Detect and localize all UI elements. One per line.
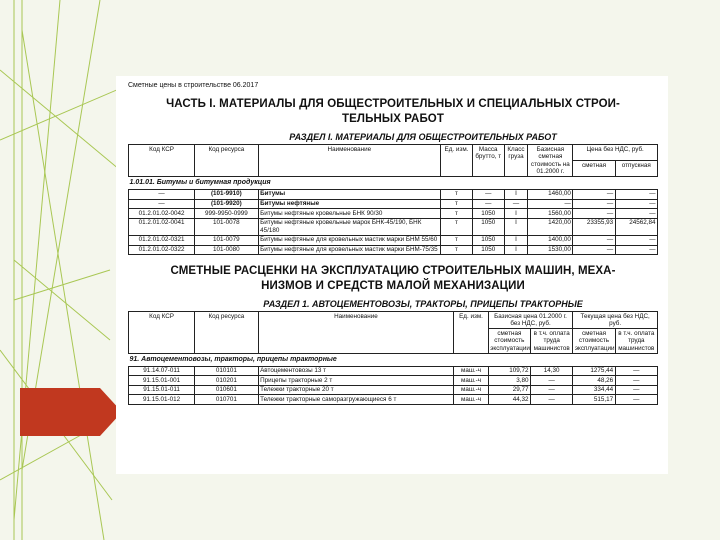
cell-res: 999-9950-0999 <box>195 209 258 219</box>
cell-res: 010101 <box>195 366 258 376</box>
cell-b2: 14,30 <box>531 366 573 376</box>
cell-name: Автоцементовозы 13 т <box>258 366 454 376</box>
cell-name: Битумы нефтяные для кровельных мастик марки БНМ 55/60 <box>258 235 441 245</box>
cell-ksr: 91.15.01-011 <box>129 385 195 395</box>
cell-base: 1400,00 <box>528 235 573 245</box>
cell-name: Битумы нефтяные <box>258 199 441 209</box>
cell-unit: т <box>441 218 473 235</box>
cell-c1: 334,44 <box>573 385 615 395</box>
cell-unit: маш.-ч <box>454 395 488 405</box>
cell-cls: I <box>504 209 528 219</box>
table2-row <box>129 385 658 395</box>
cell-c1: 48,26 <box>573 376 615 386</box>
cell-res: 101-0080 <box>195 245 258 255</box>
cell-res: (101-9910) <box>195 189 258 199</box>
cell-res: 010201 <box>195 376 258 386</box>
cell-unit: маш.-ч <box>454 385 488 395</box>
cell-name: Битумы нефтяные для кровельных мастик марки БНМ-75/35 <box>258 245 441 255</box>
cell-name: Битумы нефтяные кровельные БНК 90/30 <box>258 209 441 219</box>
cell-c2: — <box>615 385 657 395</box>
cell-mass: 1050 <box>472 245 504 255</box>
cell-name: Битумы нефтяные кровельные марок БНК-45/190, БНК 45/180 <box>258 218 441 235</box>
cell-ksr: 91.14.07-011 <box>129 366 195 376</box>
cell-res: 101-0078 <box>195 218 258 235</box>
cell-est: — <box>573 245 615 255</box>
cell-mass: — <box>472 199 504 209</box>
table1-row <box>129 209 658 219</box>
table1-row <box>129 235 658 245</box>
cell-cur: — <box>615 209 657 219</box>
cell-est: — <box>573 189 615 199</box>
cell-res: 010701 <box>195 395 258 405</box>
part1-title: ЧАСТЬ I. МАТЕРИАЛЫ ДЛЯ ОБЩЕСТРОИТЕЛЬНЫХ И СПЕЦИАЛЬНЫХ СТРОИ- ТЕЛЬНЫХ РАБОТ <box>166 98 620 125</box>
cell-c2: — <box>615 376 657 386</box>
section2-title: РАЗДЕЛ 1. АВТОЦЕМЕНТОВОЗЫ, ТРАКТОРЫ, ПРИЦЕПЫ ТРАКТОРНЫЕ <box>263 299 583 310</box>
cell-mass: — <box>472 189 504 199</box>
table2-row <box>129 395 658 405</box>
cell-b2: — <box>531 376 573 386</box>
cell-b1: 44,32 <box>488 395 530 405</box>
cell-base: 1460,00 <box>528 189 573 199</box>
table1-group-row: 1.01.01. Битумы и битумная продукция <box>129 177 658 190</box>
cell-unit: т <box>441 209 473 219</box>
cell-b2: — <box>531 385 573 395</box>
cell-cur: — <box>615 245 657 255</box>
cell-cur: — <box>615 189 657 199</box>
table1-row <box>129 189 658 199</box>
table2-row <box>129 376 658 386</box>
cell-base: — <box>528 199 573 209</box>
section1-title: РАЗДЕЛ I. МАТЕРИАЛЫ ДЛЯ ОБЩЕСТРОИТЕЛЬНЫХ РАБОТ <box>289 132 557 142</box>
cell-res: (101-9920) <box>195 199 258 209</box>
cell-c2: — <box>615 366 657 376</box>
cell-base: 1530,00 <box>528 245 573 255</box>
cell-b1: 3,80 <box>488 376 530 386</box>
cell-est: — <box>573 199 615 209</box>
cell-c2: — <box>615 395 657 405</box>
cell-cls: I <box>504 235 528 245</box>
table2-row <box>129 366 658 376</box>
cell-mass: 1050 <box>472 209 504 219</box>
part2-title: СМЕТНЫЕ РАСЦЕНКИ НА ЭКСПЛУАТАЦИЮ СТРОИТЕЛЬНЫХ МАШИН, МЕХА- НИЗМОВ И СРЕДСТВ МАЛОЙ МЕХАНИЗАЦИИ <box>170 265 616 293</box>
cell-ksr: 01.2.01.02-0042 <box>129 209 195 219</box>
cell-est: 23355,93 <box>573 218 615 235</box>
cell-name: Битумы <box>258 189 441 199</box>
cell-b2: — <box>531 395 573 405</box>
table2-group-row: 91. Автоцементовозы, тракторы, прицепы тракторные <box>129 354 658 367</box>
cell-ksr: — <box>129 189 195 199</box>
cell-unit: т <box>441 189 473 199</box>
cell-name: Прицепы тракторные 2 т <box>258 376 454 386</box>
cell-cls: I <box>504 245 528 255</box>
cell-c1: 515,17 <box>573 395 615 405</box>
cell-ksr: 91.15.01-001 <box>129 376 195 386</box>
cell-name: Тележки тракторные саморазгружающиеся 6 т <box>258 395 454 405</box>
red-arrow-marker <box>20 388 122 436</box>
cell-c1: 1275,44 <box>573 366 615 376</box>
cell-cur: 24562,84 <box>615 218 657 235</box>
cell-b1: 109,72 <box>488 366 530 376</box>
table1-header-row: Код КСР Код ресурса Наименование Ед. изм. Масса брутто, т Класс груза Базисная сметная стоимость на 01.2000 г. Цена без НДС, руб. <box>129 145 658 161</box>
source-caption: Сметные цены в строительстве 06.2017 <box>128 82 259 89</box>
cell-ksr: 01.2.01.02-0321 <box>129 235 195 245</box>
cell-unit: маш.-ч <box>454 366 488 376</box>
cell-name: Тележки тракторные 20 т <box>258 385 454 395</box>
cell-unit: т <box>441 245 473 255</box>
cell-ksr: — <box>129 199 195 209</box>
cell-cls: I <box>504 218 528 235</box>
materials-table: Код КСР Код ресурса Наименование Ед. изм. Масса брутто, т Класс груза Базисная сметная стоимость на 01.2000 г. Цена без НДС, руб. сметная отпускная 1.01.01. Битумы и битумная продукция — (101-9910) Битумы т — I 1460,00 — — — (101-9920) Битумы нефтяные т — — — — — 01.2.01.02-0042 999-9950-0999 Битумы нефтяные кровельные БНК 90/30 т 1050 I 1560,00 — — 01.2.01.02-0041 101-0078 Битумы нефтяные кровельные марок БНК-45/190, БНК 45/180 т 1050 I 1420,00 23355,93 24562,84 01.2.01.02-0321 101-0079 Битумы нефтяные для кровельных мастик марки БНМ 55/60 т 1050 I 1400,00 — — 01.2.01.02-0322 101-0080 Битумы нефтяные для кровельных мастик марки БНМ-75/35 т 1050 I 1530,00 — — <box>129 145 656 254</box>
cell-unit: т <box>441 235 473 245</box>
cell-est: — <box>573 235 615 245</box>
cell-res: 010601 <box>195 385 258 395</box>
cell-cur: — <box>615 235 657 245</box>
cell-cls: I <box>504 189 528 199</box>
cell-mass: 1050 <box>472 235 504 245</box>
cell-ksr: 91.15.01-012 <box>129 395 195 405</box>
table2-header-row: Код КСР Код ресурса Наименование Ед. изм. Базисная цена 01.2000 г. без НДС, руб. Текущая цена без НДС, руб. <box>129 312 658 329</box>
cell-mass: 1050 <box>472 218 504 235</box>
table1-row <box>129 199 658 209</box>
cell-base: 1560,00 <box>528 209 573 219</box>
cell-res: 101-0079 <box>195 235 258 245</box>
cell-unit: т <box>441 199 473 209</box>
cell-ksr: 01.2.01.02-0322 <box>129 245 195 255</box>
cell-base: 1420,00 <box>528 218 573 235</box>
cell-unit: маш.-ч <box>454 376 488 386</box>
cell-est: — <box>573 209 615 219</box>
cell-cls: — <box>504 199 528 209</box>
cell-b1: 29,77 <box>488 385 530 395</box>
cell-ksr: 01.2.01.02-0041 <box>129 218 195 235</box>
document-page <box>116 76 668 474</box>
cell-cur: — <box>615 199 657 209</box>
table1-row <box>129 245 658 255</box>
machines-table: Код КСР Код ресурса Наименование Ед. изм. Базисная цена 01.2000 г. без НДС, руб. Текущая цена без НДС, руб. сметная стоимость эксплуатации в т.ч. оплата труда машинистов сметная стоимость эксплуатации в т.ч. оплата труда машинистов 91. Автоцементовозы, тракторы, прицепы тракторные 91.14.07-011 010101 Автоцементовозы 13 т маш.-ч 109,72 14,30 1275,44 — 91.15.01-001 010201 Прицепы тракторные 2 т маш.-ч 3,80 — 48,26 — 91.15.01-011 010601 Тележки тракторные 20 т маш.-ч 29,77 — 334,44 — 91.15.01-012 010701 Тележки тракторные саморазгружающиеся 6 т маш.-ч 44,32 — 515,17 — <box>128 311 658 405</box>
table1-row <box>129 218 658 235</box>
